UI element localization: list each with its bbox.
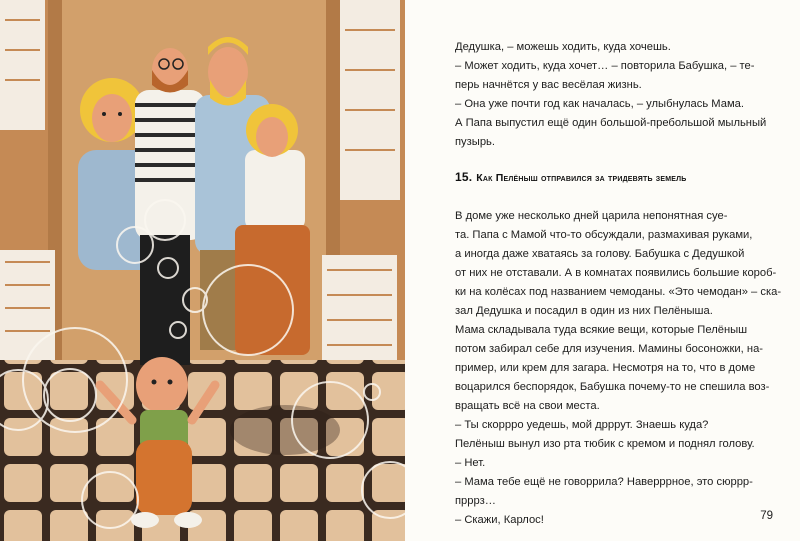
paragraph-line: – Может ходить, куда хочет… – повторила Бабушка, – те- — [455, 60, 755, 72]
paragraph-line: потом забирал себе для изучения. Мамины босоножки, на- — [455, 343, 764, 355]
paragraph-line: та. Папа с Мамой что-то обсуждали, размахивая руками, — [455, 229, 753, 241]
tiled-floor — [0, 360, 405, 541]
chapter-heading — [455, 170, 775, 184]
paragraph-line: – Ты скоррро уедешь, мой дрррут. Знаешь куда? — [455, 419, 709, 431]
paragraph-line: пример, или крем для загара. Несмотря на то, что в доме — [455, 362, 756, 374]
paragraph-line: – Она уже почти год как началась, – улыбнулась Мама. — [455, 98, 744, 110]
text-page — [405, 0, 800, 541]
paragraph-line: А Папа выпустил ещё один большой-пребольшой мыльный — [455, 117, 767, 129]
paragraph-line: прррз… — [455, 495, 496, 507]
page-number: 79 — [760, 510, 773, 522]
baby-shadow — [230, 405, 340, 455]
paragraph-line: перь начнётся у вас весёлая жизнь. — [455, 79, 642, 91]
paragraph-line: вращать всё на свои места. — [455, 400, 600, 412]
paragraph-line: воцарился беспорядок, Бабушка почему-то не спешила воз- — [455, 381, 770, 393]
paragraph-line: – Мама тебе ещё не говоррила? Наверррное, это сюррр- — [455, 476, 753, 488]
paragraph-line: от них не отставали. А в комнатах появились большие короб- — [455, 267, 777, 279]
paragraph-line: – Нет. — [455, 457, 486, 469]
paragraph-line: а иногда даже хватаясь за голову. Бабушка с Дедушкой — [455, 248, 745, 260]
paragraph-line: – Скажи, Карлос! — [455, 514, 544, 526]
paragraph-line: Дедушка, – можешь ходить, куда хочешь. — [455, 41, 671, 53]
paragraph-line: зал Дедушка и посадил в один из них Пелёныша. — [455, 305, 713, 317]
paragraph-line: В доме уже несколько дней царила непонятная суе- — [455, 210, 728, 222]
chapter-number: 15. — [455, 170, 473, 184]
paragraph-line: ки на колёсах под названием чемоданы. «Это чемодан» – ска- — [455, 286, 782, 298]
paragraph-line: Пелёныш вынул изо рта тюбик с кремом и поднял голову. — [455, 438, 755, 450]
paragraph-line: Мама складывала туда всякие вещи, которые Пелёныш — [455, 324, 748, 336]
paragraph-line: пузырь. — [455, 136, 495, 148]
chapter-title: Как Пелёныш отправился за тридевять земель — [476, 172, 687, 184]
